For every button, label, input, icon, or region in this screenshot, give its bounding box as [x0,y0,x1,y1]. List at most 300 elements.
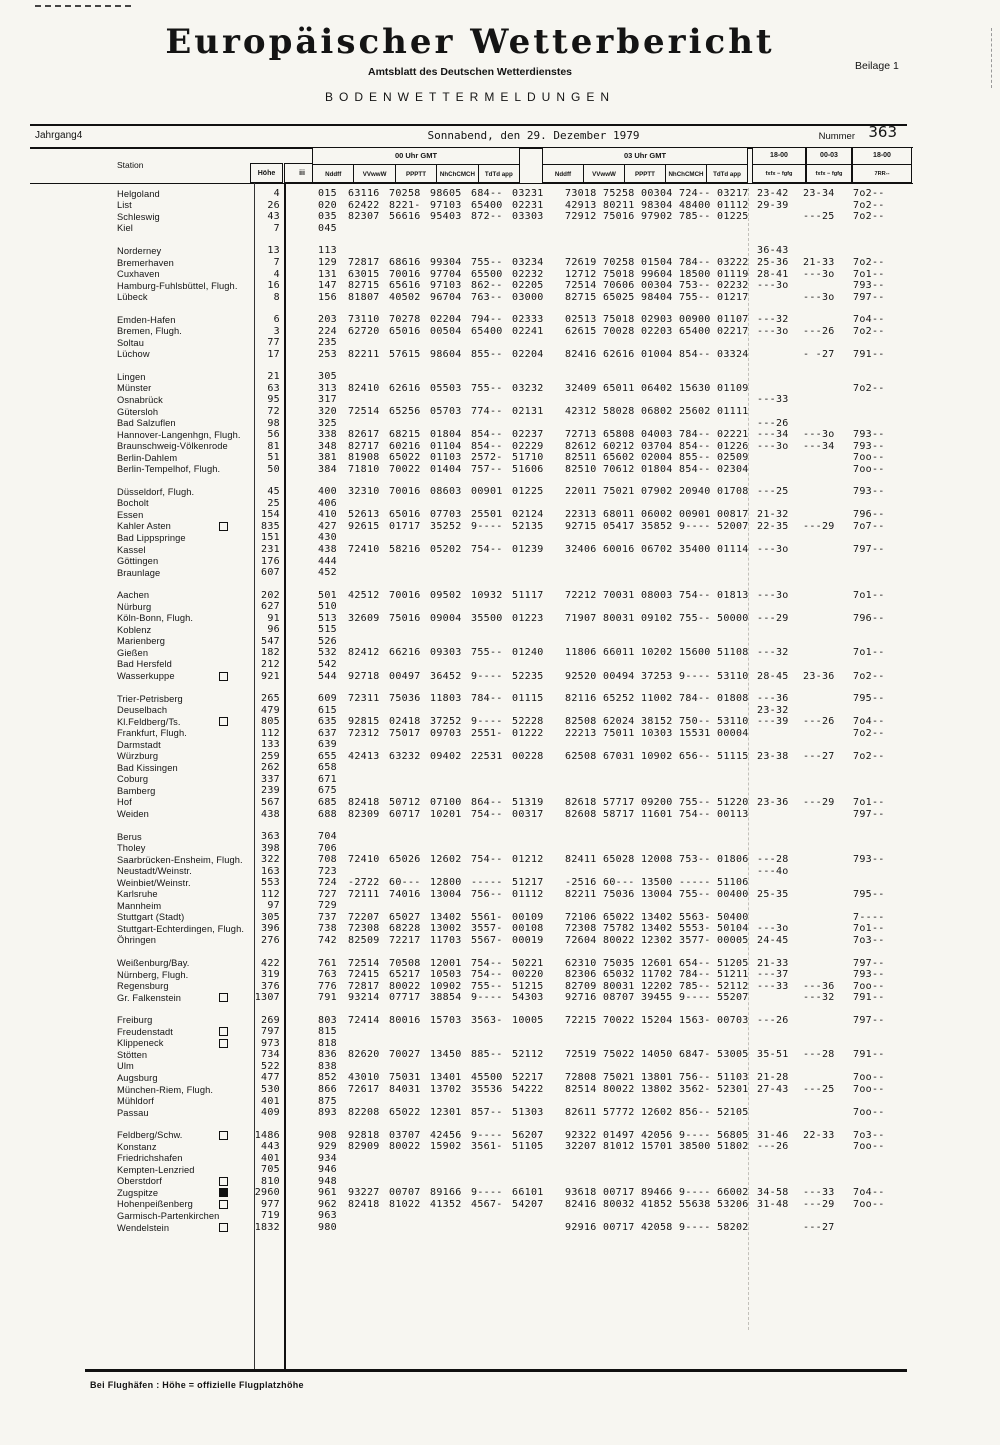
station-name: Weißenburg/Bay. [117,958,190,969]
station-name: Münster [117,383,152,394]
obs-group: 9---- [679,1222,711,1234]
precip-18-00: 793-- [853,280,885,292]
obs-group: 72410 [348,544,380,556]
obs-group: 82416 [565,348,597,360]
station-code: 305 [318,371,337,383]
wind-extreme-18-00: 21-33 [757,957,789,969]
station-name: Bad Hersfeld [117,659,172,670]
obs-group: 98404 [641,291,673,303]
obs-group: 11703 [430,934,462,946]
precip-18-00: 797-- [853,291,885,303]
station-height: 705 [261,1164,280,1176]
obs-group: 42312 [565,406,597,418]
footnote: Bei Flughäfen : Höhe = offizielle Flugplatzhöhe [90,1380,304,1390]
station-code: 384 [318,463,337,475]
obs-group: 854-- [679,348,711,360]
obs-03gmt [565,992,755,1003]
obs-00gmt [348,314,553,325]
wind-18-00-time: 18-00 [753,148,805,165]
station-code: 526 [318,635,337,647]
obs-group: 55638 [679,1198,711,1210]
station-name: Freudenstadt [117,1026,173,1037]
obs-group: 82608 [565,808,597,820]
obs-group: 05417 [603,520,635,532]
station-name: Mannheim [117,900,162,911]
precip-18-00: 7o2-- [853,211,885,223]
obs-group: 97704 [430,268,462,280]
station-name: Bocholt [117,498,149,509]
obs-group: 53206 [717,1198,749,1210]
obs-group: 15600 [679,647,711,659]
station-cell [115,1096,254,1106]
obs-group: 72212 [565,589,597,601]
obs-group: 32409 [565,382,597,394]
obs-group: 98604 [430,348,462,360]
table-row [0,636,960,648]
station-code: 908 [318,1129,337,1141]
obs-group: 66011 [603,647,635,659]
obs-group: 97103 [430,280,462,292]
station-name: Bremen, Flugh. [117,326,182,337]
obs-00gmt [348,969,553,980]
obs-group: 71810 [348,463,380,475]
wind-extreme-00-03: ---25 [803,211,835,223]
obs-group: 80016 [389,1014,421,1026]
station-block [0,245,960,303]
obs-03gmt [565,269,755,280]
open-square-icon [219,672,228,681]
obs-group: 01112 [717,199,749,211]
obs-group: 75016 [603,211,635,223]
obs-group: 75035 [603,957,635,969]
obs-00gmt [348,464,553,475]
station-name: Cuxhaven [117,269,160,280]
obs-00gmt [348,751,553,762]
station-name: Lübeck [117,292,148,303]
obs-group: 70258 [389,188,421,200]
obs-group: 01808 [717,693,749,705]
obs-group: 00005 [717,934,749,946]
wind-extreme-00-03: ---28 [803,1049,835,1061]
wind-extreme-18-00: 28-41 [757,268,789,280]
station-cell [115,1142,254,1152]
station-height: 553 [261,877,280,889]
obs-group: 89166 [430,1187,462,1199]
obs-group: 22531 [471,750,503,762]
obs-group: 01107 [717,314,749,326]
wind-extreme-18-00: 23-42 [757,188,789,200]
station-code: 818 [318,1037,337,1049]
obs-group: 00228 [512,750,544,762]
obs-group: 754-- [471,957,503,969]
obs-00gmt [348,647,553,658]
obs-group: 01115 [512,693,544,705]
station-code: 015 [318,188,337,200]
obs-group: 10503 [430,969,462,981]
obs-group: 65217 [389,969,421,981]
station-height: 547 [261,635,280,647]
wind-extreme-18-00: 29-39 [757,199,789,211]
obs-group: 10902 [430,980,462,992]
obs-group: 32207 [565,1141,597,1153]
obs-00gmt [348,452,553,463]
obs-group: 00304 [641,280,673,292]
wind-extreme-18-00: 21-32 [757,509,789,521]
station-cell [115,912,254,922]
table-row [0,1129,960,1141]
station-name: Wendelstein [117,1222,170,1233]
table-row [0,762,960,774]
station-name: Bamberg [117,785,156,796]
obs-00gmt [348,1084,553,1095]
obs-group: 58202 [717,1222,749,1234]
wind-extreme-18-00: ---33 [757,980,789,992]
station-cell [115,981,254,991]
obs-group: 1563- [679,1014,711,1026]
obs-group: 54207 [512,1198,544,1210]
obs-group: 2551- [471,727,503,739]
station-height: 734 [261,1049,280,1061]
station-height: 97 [267,900,280,912]
station-name: Klippeneck [117,1038,164,1049]
wind-extreme-18-00: ---29 [757,612,789,624]
table-row [0,521,960,533]
obs-group: 755-- [471,257,503,268]
station-name: Deuselbach [117,705,168,716]
station-height: 396 [261,923,280,935]
obs-group: 65400 [679,325,711,337]
obs-00gmt [348,486,553,497]
station-height: 810 [261,1175,280,1187]
station-name: Gießen [117,647,149,658]
obs-group: 12800 [430,877,462,889]
station-block [0,957,960,1003]
station-name: Nürburg [117,601,152,612]
obs-group: 755-- [679,291,711,303]
station-name: Kassel [117,544,146,555]
obs-group: 82309 [348,808,380,820]
precip-18-00: 7o2-- [853,750,885,762]
table-row [0,245,960,257]
station-cell [115,1199,254,1209]
obs-group: 01226 [717,440,749,452]
obs-group: 72311 [348,693,380,705]
station-height: 409 [261,1107,280,1119]
obs-group: 82211 [348,348,380,360]
obs-group: 784-- [679,429,711,441]
obs-group: 35852 [641,520,673,532]
station-name: Hof [117,797,132,808]
station-name: Ulm [117,1061,134,1072]
obs-group: 13004 [641,888,673,900]
station-height: 91 [267,612,280,624]
obs-03gmt [565,958,755,969]
obs-group: 72111 [348,888,380,900]
obs-group: 01119 [717,268,749,280]
obs-group: 755-- [471,647,503,659]
station-name: Saarbrücken-Ensheim, Flugh. [117,854,243,865]
obs-group: 22213 [565,727,597,739]
obs-group: 42456 [430,1129,462,1141]
issue-date: Sonnabend, den 29. Dezember 1979 [427,129,640,142]
station-cell [115,855,254,865]
obs-03gmt [565,188,755,199]
station-height: 805 [261,716,280,728]
station-cell [115,648,254,658]
obs-group: 35400 [679,544,711,556]
obs-group: 855-- [679,452,711,464]
station-height: 26 [267,199,280,211]
obs-group: 01217 [717,291,749,303]
table-row [0,406,960,418]
table-row [0,211,960,223]
obs-group: 80031 [603,612,635,624]
obs-group: 854-- [679,463,711,475]
obs-00gmt [348,1130,553,1141]
station-cell [115,866,254,876]
obs-group: 07100 [430,796,462,808]
wind-extreme-18-00: 28-45 [757,670,789,682]
station-cell [115,970,254,980]
obs-group: 4567- [471,1198,503,1210]
station-name: Regensburg [117,981,169,992]
station-cell [115,1085,254,1095]
obs-group: 02204 [430,314,462,326]
station-height: 4 [273,268,280,280]
obs-00gmt [348,923,553,934]
table-row [0,1176,960,1188]
obs-group: 07717 [389,992,421,1004]
precip-18-00: 7o4-- [853,1187,885,1199]
station-code: 224 [318,325,337,337]
obs-group: 82211 [565,888,597,900]
station-height: 202 [261,589,280,601]
obs-group: 36452 [430,670,462,682]
station-code: 963 [318,1210,337,1222]
obs-group: 32609 [348,612,380,624]
obs-group: 65022 [389,1107,421,1119]
obs-03gmt [565,1084,755,1095]
table-row [0,831,960,843]
station-name: Stötten [117,1049,148,1060]
station-code: 875 [318,1095,337,1107]
obs-03gmt [565,716,755,727]
obs-group: 00817 [717,509,749,521]
obs-group: 02131 [512,406,544,418]
obs-group: 755-- [471,980,503,992]
obs-group: 63015 [348,268,380,280]
obs-00gmt [348,441,553,452]
obs-group: 82208 [348,1107,380,1119]
station-cell [115,326,254,336]
station-code: 803 [318,1014,337,1026]
obs-group: 82416 [565,1198,597,1210]
obs-group: 02004 [641,452,673,464]
obs-group: 50221 [512,957,544,969]
obs-group: 80031 [603,980,635,992]
station-height: 797 [261,1026,280,1038]
obs-group: 72808 [565,1072,597,1084]
station-cell [115,189,254,199]
obs-group: -2516 [565,877,597,889]
station-height: 95 [267,394,280,406]
obs-group: 854-- [679,440,711,452]
precip-18-00: 7o2-- [853,257,885,268]
station-height: 319 [261,969,280,981]
obs-group: 70278 [389,314,421,326]
obs-group: 81012 [603,1141,635,1153]
obs-group: 07703 [430,509,462,521]
obs-03gmt [565,854,755,865]
station-cell [115,740,254,750]
station-name: Berus [117,831,142,842]
station-cell [115,602,254,612]
obs-group: 52135 [512,520,544,532]
hoehe-label: Höhe [257,170,276,177]
obs-group: 654-- [679,957,711,969]
obs-group: 93618 [565,1187,597,1199]
obs-group: 72519 [565,1049,597,1061]
station-cell [115,510,254,520]
obs-group: 03303 [512,211,544,223]
obs-group: 51710 [512,452,544,464]
wind-extreme-18-00: 22-35 [757,520,789,532]
obs-group: 02509 [717,452,749,464]
wind-extreme-00-03: ---33 [803,1187,835,1199]
station-cell [115,418,254,428]
obs-03gmt [565,1187,755,1198]
obs-group: 12602 [430,854,462,866]
obs-group: 62720 [348,325,380,337]
obs-group: 82715 [565,291,597,303]
obs-group: 13702 [430,1084,462,1095]
station-name: Koblenz [117,624,152,635]
obs-group: 02231 [512,199,544,211]
obs-03gmt [565,544,755,555]
obs-group: 22313 [565,509,597,521]
obs-group: 68011 [603,509,635,521]
table-row [0,923,960,935]
divider-obs-wind [748,188,749,1330]
station-name: Gütersloh [117,406,159,417]
obs-group: 68616 [389,257,421,268]
station-cell [115,1108,254,1118]
wind-extreme-18-00: 25-35 [757,888,789,900]
obs-group: 755-- [679,888,711,900]
obs-group: 82418 [348,796,380,808]
station-cell [115,1176,254,1186]
obs-group: 93214 [348,992,380,1004]
obs-group: 05703 [430,406,462,418]
station-block [0,486,960,578]
obs-group: 66216 [389,647,421,659]
table-row [0,1141,960,1153]
group-03gmt-columns [543,165,747,184]
station-block [0,371,960,475]
table-row [0,486,960,498]
obs-group: 51106 [717,877,749,889]
obs-group: 9---- [471,1129,503,1141]
wind-00-03-formula: fxfx − fgfg [815,171,843,177]
obs-group: 82116 [565,693,597,705]
obs-00gmt [348,728,553,739]
obs-group: 72604 [565,934,597,946]
obs-group: 02205 [512,280,544,292]
obs-group: 92718 [348,670,380,682]
obs-group: 72414 [348,1014,380,1026]
table-row [0,670,960,682]
station-name: Helgoland [117,188,160,199]
obs-group: 75022 [603,1049,635,1061]
obs-group: 12301 [430,1107,462,1119]
open-square-icon [219,1223,228,1232]
obs-group: 98304 [641,199,673,211]
table-row [0,1210,960,1222]
table-row [0,337,960,349]
station-height: 607 [261,567,280,579]
station-name: Gr. Falkenstein [117,992,182,1003]
station-name: Friedrichshafen [117,1153,183,1164]
station-cell [115,223,254,233]
obs-group: 15204 [641,1014,673,1026]
obs-group: 9---- [679,992,711,1004]
obs-group: 02903 [641,314,673,326]
obs-group: 42913 [565,199,597,211]
station-height: 182 [261,647,280,659]
col-vvwww-label: VVwwW [354,165,395,184]
obs-00gmt [348,590,553,601]
obs-group: 75016 [389,612,421,624]
station-name: Hohenpeißenberg [117,1199,193,1210]
station-height: 443 [261,1141,280,1153]
obs-group: 70027 [389,1049,421,1061]
obs-group: 42512 [348,589,380,601]
obs-group: 00497 [389,670,421,682]
precip-18-00: 7o3-- [853,1129,885,1141]
obs-group: 62616 [389,382,421,394]
station-name: Kl.Feldberg/Ts. [117,716,181,727]
obs-group: 02304 [717,463,749,475]
table-row [0,751,960,763]
station-block [0,1014,960,1118]
obs-group: 9---- [471,1187,503,1199]
obs-00gmt [348,981,553,992]
obs-group: 52228 [512,716,544,728]
obs-group: 82611 [565,1107,597,1119]
obs-group: 51115 [717,750,749,762]
open-square-icon [219,1039,228,1048]
obs-group: 00504 [430,325,462,337]
station-name: München-Riem, Flugh. [117,1084,214,1095]
obs-group: 754-- [471,808,503,820]
obs-group: 80211 [603,199,635,211]
obs-group: 82509 [348,934,380,946]
station-name: Bad Salzuflen [117,418,176,429]
precip-18-00: 795-- [853,888,885,900]
wind-extreme-18-00: ---37 [757,969,789,981]
obs-group: 65016 [389,325,421,337]
obs-03gmt [565,935,755,946]
obs-group: 82307 [348,211,380,223]
station-cell [115,1165,254,1175]
obs-group: 72514 [348,957,380,969]
obs-group: 72619 [565,257,597,268]
precip-18-00: 7oo-- [853,980,885,992]
obs-group: 75018 [603,314,635,326]
station-code: 609 [318,693,337,705]
obs-group: 38152 [641,716,673,728]
station-height: 163 [261,865,280,877]
